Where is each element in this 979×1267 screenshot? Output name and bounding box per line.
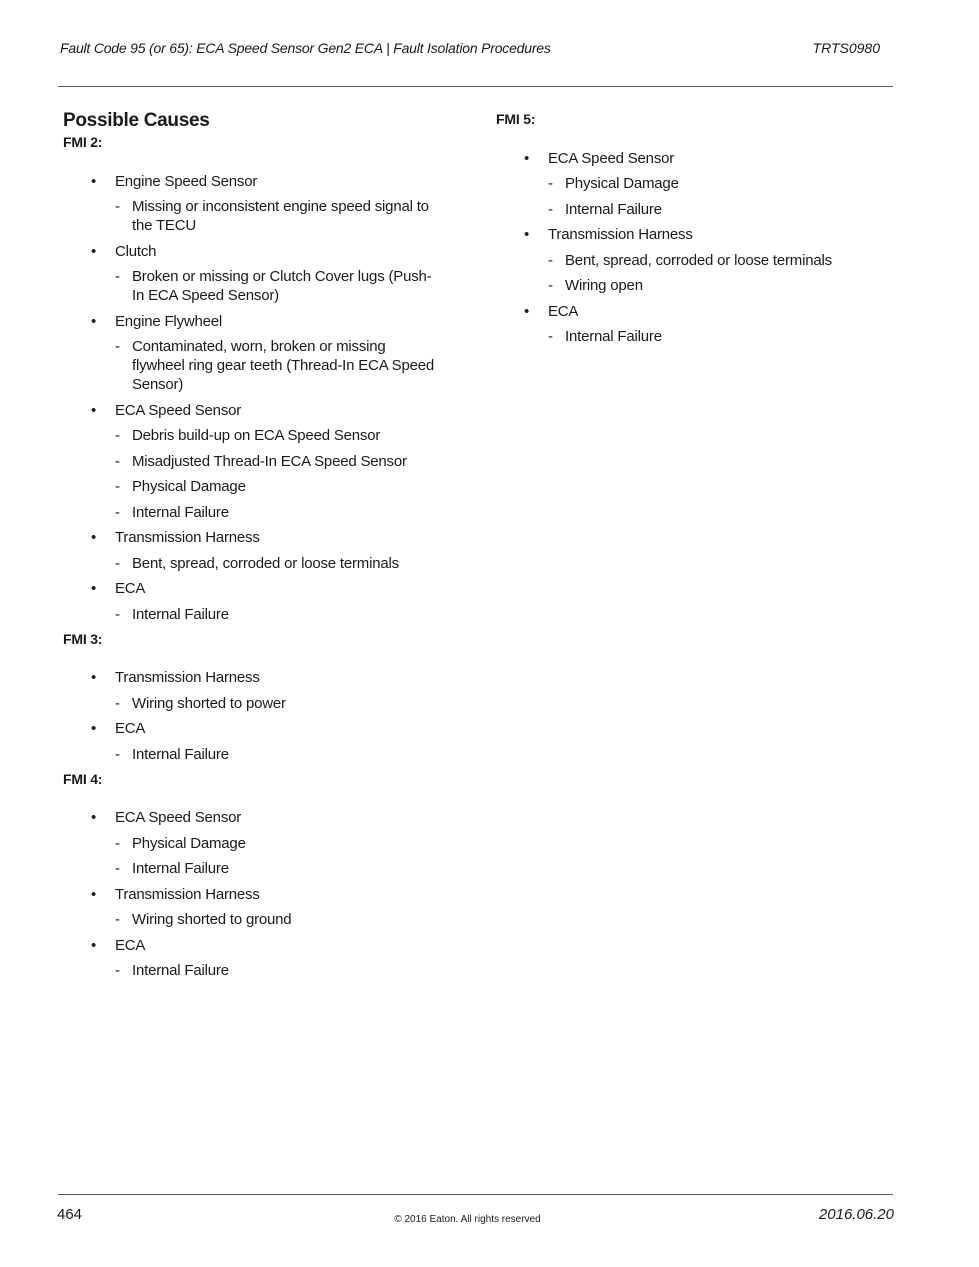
left-fmi-groups: [63, 133, 463, 980]
bullet-icon: •: [91, 885, 97, 903]
bullet-icon: •: [524, 302, 530, 320]
sub-cause-item: [63, 834, 442, 853]
bullet-icon: •: [91, 172, 97, 190]
bullet-icon: •: [91, 936, 97, 954]
cause-list: [63, 808, 463, 980]
fmi-heading: FMI 5:: [496, 111, 536, 127]
cause-item: [63, 668, 463, 687]
bullet-icon: •: [91, 580, 97, 597]
dash-icon: -: [115, 478, 120, 495]
cause-item: [496, 225, 896, 244]
sub-cause-item: [63, 694, 442, 713]
dash-icon: -: [548, 277, 553, 294]
right-column: [496, 110, 896, 346]
right-fmi-groups: [496, 110, 896, 346]
sub-cause-label: Physical Damage: [132, 834, 246, 852]
sub-cause-label: Missing or inconsistent engine speed signal to the TECU: [132, 198, 429, 234]
sub-cause-item: [63, 477, 442, 496]
revision-date: 2016.06.20: [818, 1206, 894, 1223]
cause-label: Transmission Harness: [115, 669, 260, 686]
sub-cause-item: [63, 197, 442, 235]
copyright-notice: © 2016 Eaton. All rights reserved: [394, 1214, 541, 1225]
dash-icon: -: [548, 328, 553, 345]
bullet-icon: •: [91, 242, 97, 260]
dash-icon: -: [115, 962, 120, 979]
sub-cause-label: Contaminated, worn, broken or missing flywheel ring gear teeth (Thread-In ECA Speed Sensor): [132, 338, 435, 393]
sub-cause-label: Bent, spread, corroded or loose terminals: [132, 554, 399, 572]
sub-cause-item: [496, 200, 875, 219]
sub-cause-label: Internal Failure: [565, 200, 662, 218]
cause-label: Clutch: [115, 242, 157, 260]
bullet-icon: •: [524, 226, 530, 243]
bullet-icon: •: [91, 401, 97, 419]
cause-item: [63, 312, 463, 331]
sub-cause-label: Wiring shorted to ground: [132, 911, 292, 928]
dash-icon: -: [115, 605, 120, 623]
sub-cause-label: Physical Damage: [132, 478, 246, 495]
sub-cause-label: Wiring open: [565, 277, 643, 294]
document-id: TRTS0980: [812, 40, 880, 56]
sub-cause-item: [496, 251, 875, 270]
cause-item: [63, 172, 463, 191]
cause-item: [496, 149, 896, 168]
section-title: Possible Causes: [63, 110, 210, 131]
cause-label: ECA: [548, 302, 579, 320]
dash-icon: -: [115, 427, 120, 444]
page-number: 464: [57, 1206, 83, 1223]
sub-cause-item: [63, 910, 442, 929]
cause-item: [496, 302, 896, 321]
dash-icon: -: [115, 268, 120, 285]
dash-icon: -: [115, 834, 120, 852]
sub-cause-label: Internal Failure: [132, 503, 229, 521]
sub-cause-label: Internal Failure: [132, 962, 229, 979]
list-spacer: [63, 151, 463, 165]
sub-cause-item: [63, 452, 442, 471]
cause-label: ECA: [115, 936, 146, 954]
sub-cause-item: [63, 503, 442, 522]
dash-icon: -: [548, 251, 553, 269]
list-spacer: [496, 128, 896, 142]
dash-icon: -: [115, 860, 120, 877]
fmi-heading: FMI 3:: [63, 630, 103, 647]
bullet-icon: •: [91, 669, 97, 686]
bullet-icon: •: [91, 529, 97, 546]
left-column: [63, 109, 463, 980]
sub-cause-label: Bent, spread, corroded or loose terminals: [565, 251, 832, 269]
sub-cause-label: Internal Failure: [132, 860, 229, 877]
sub-cause-item: [63, 426, 442, 445]
cause-item: [63, 808, 463, 827]
fmi-heading: FMI 2:: [63, 134, 103, 150]
list-spacer: [63, 648, 463, 662]
cause-label: Engine Speed Sensor: [115, 172, 258, 190]
fmi-heading: FMI 4:: [63, 770, 103, 787]
dash-icon: -: [115, 338, 120, 355]
list-spacer: [63, 788, 463, 802]
sub-cause-item: [63, 745, 442, 764]
dash-icon: -: [548, 175, 553, 192]
footer-divider: [58, 1194, 893, 1195]
cause-label: Transmission Harness: [115, 885, 260, 903]
cause-item: [63, 242, 463, 261]
sub-cause-label: Physical Damage: [565, 175, 679, 192]
cause-label: ECA: [115, 580, 146, 597]
sub-cause-item: [63, 337, 442, 394]
bullet-icon: •: [524, 149, 530, 167]
cause-label: ECA Speed Sensor: [115, 809, 242, 826]
cause-item: [63, 936, 463, 955]
sub-cause-label: Misadjusted Thread-In ECA Speed Sensor: [132, 452, 407, 470]
sub-cause-label: Wiring shorted to power: [132, 694, 286, 712]
sub-cause-item: [63, 605, 442, 624]
cause-list: [63, 172, 463, 624]
cause-label: ECA Speed Sensor: [548, 149, 675, 167]
bullet-icon: •: [91, 809, 97, 826]
sub-cause-item: [63, 859, 442, 878]
bullet-icon: •: [91, 720, 97, 737]
cause-item: [63, 528, 463, 547]
cause-label: Engine Flywheel: [115, 312, 223, 330]
bullet-icon: •: [91, 312, 97, 330]
sub-cause-label: Debris build-up on ECA Speed Sensor: [132, 427, 381, 444]
dash-icon: -: [115, 694, 120, 712]
cause-item: [63, 401, 463, 420]
cause-item: [63, 885, 463, 904]
sub-cause-item: [496, 174, 875, 193]
cause-label: Transmission Harness: [548, 226, 693, 243]
sub-cause-label: Broken or missing or Clutch Cover lugs (Push-In ECA Speed Sensor): [132, 268, 432, 304]
sub-cause-item: [496, 327, 875, 346]
cause-label: Transmission Harness: [115, 529, 260, 546]
sub-cause-item: [63, 961, 442, 980]
dash-icon: -: [115, 198, 120, 215]
sub-cause-item: [63, 554, 442, 573]
dash-icon: -: [115, 911, 120, 928]
cause-label: ECA: [115, 720, 146, 737]
dash-icon: -: [115, 503, 120, 521]
cause-list: [63, 668, 463, 764]
header-title: Fault Code 95 (or 65): ECA Speed Sensor Gen2 ECA | Fault Isolation Procedures: [60, 40, 551, 56]
cause-item: [63, 579, 463, 598]
header-divider: [58, 86, 893, 87]
cause-item: [63, 719, 463, 738]
dash-icon: -: [115, 745, 120, 763]
sub-cause-item: [496, 276, 875, 295]
dash-icon: -: [548, 200, 553, 218]
dash-icon: -: [115, 452, 120, 470]
sub-cause-label: Internal Failure: [565, 328, 662, 345]
dash-icon: -: [115, 554, 120, 572]
cause-label: ECA Speed Sensor: [115, 401, 242, 419]
sub-cause-label: Internal Failure: [132, 605, 229, 623]
sub-cause-label: Internal Failure: [132, 745, 229, 763]
sub-cause-item: [63, 267, 442, 305]
cause-list: [496, 149, 896, 347]
